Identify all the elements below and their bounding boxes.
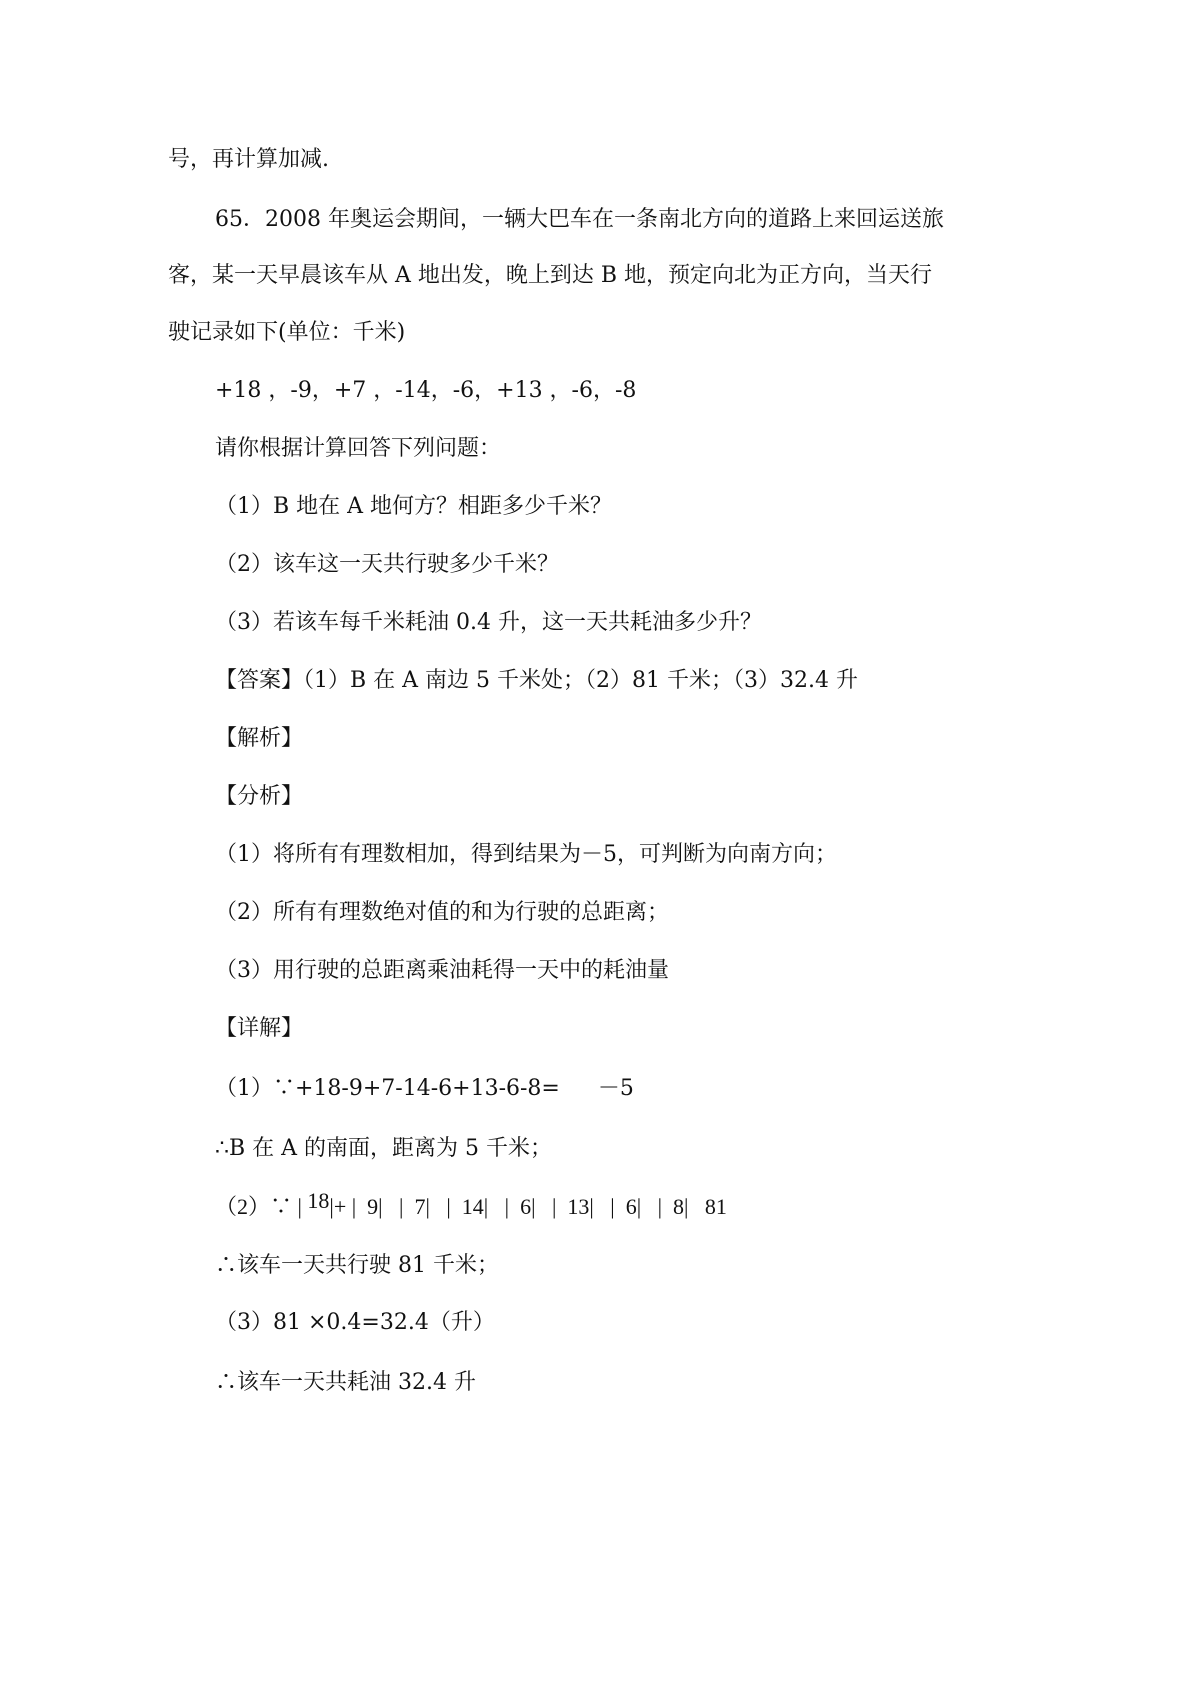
abs-term-4: 14 xyxy=(461,1194,484,1219)
intro-tail-text: 号，再计算加减. xyxy=(168,147,329,172)
fenxi-label: 【分析】 xyxy=(215,784,304,809)
solution-2-result: 81 xyxy=(704,1194,727,1219)
solution-1-line xyxy=(215,1074,634,1104)
solution-3-line: （3）81 ×0.4=32.4（升） xyxy=(215,1310,495,1335)
xiangjie-label: 【详解】 xyxy=(215,1016,304,1041)
analysis-1: （1）将所有有理数相加，得到结果为－5，可判断为向南方向； xyxy=(215,842,837,867)
solution-3-conclusion: ∴该车一天共耗油 32.4 升 xyxy=(215,1370,476,1395)
question-3: （3）若该车每千米耗油 0.4 升，这一天共耗油多少升？ xyxy=(215,610,762,635)
answer-label: 【答案】 xyxy=(215,668,304,693)
answer-text: （1）B 在 A 南边 5 千米处；（2）81 千米；（3）32.4 升 xyxy=(303,668,858,693)
answer-line xyxy=(215,666,858,696)
problem-line-2: 客，某一天早晨该车从 A 地出发，晚上到达 B 地，预定向北为正方向，当天行 xyxy=(168,263,933,288)
analysis-3: （3）用行驶的总距离乘油耗得一天中的耗油量 xyxy=(215,958,669,983)
question-1: （1）B 地在 A 地何方？相距多少千米？ xyxy=(215,494,613,519)
solution-1-expression: （1）∵+18-9+7-14-6+13-6-8= xyxy=(215,1076,560,1101)
question-prompt: 请你根据计算回答下列问题： xyxy=(215,436,502,461)
abs-term-1: 18 xyxy=(307,1188,330,1213)
problem-line-1: 65．2008 年奥运会期间，一辆大巴车在一条南北方向的道路上来回运送旅 xyxy=(215,207,944,232)
solution-1-conclusion: ∴B 在 A 的南面，距离为 5 千米； xyxy=(215,1136,553,1161)
jiexi-label: 【解析】 xyxy=(215,726,304,751)
analysis-2: （2）所有有理数绝对值的和为行驶的总距离； xyxy=(215,900,669,925)
solution-1-result: －5 xyxy=(597,1076,634,1101)
abs-term-8: 8 xyxy=(673,1194,685,1219)
question-2: （2）该车这一天共行驶多少千米？ xyxy=(215,552,559,577)
abs-term-5: 6 xyxy=(520,1194,532,1219)
abs-term-3: 7 xyxy=(414,1194,426,1219)
problem-line-3: 驶记录如下(单位：千米) xyxy=(168,320,406,345)
driving-record: +18 ，-9，+7 ，-14，-6，+13 ，-6，-8 xyxy=(215,378,637,403)
solution-2-line: （2）∵ | 18|+ | 9| | 7| | 14| | 6| | 13| | 6| | 8| 81 xyxy=(215,1188,727,1219)
solution-2-prefix: （2）∵ xyxy=(215,1194,293,1219)
abs-term-2: 9 xyxy=(367,1194,379,1219)
abs-term-6: 13 xyxy=(567,1194,590,1219)
solution-2-conclusion: ∴该车一天共行驶 81 千米； xyxy=(215,1253,499,1278)
abs-term-7: 6 xyxy=(625,1194,637,1219)
